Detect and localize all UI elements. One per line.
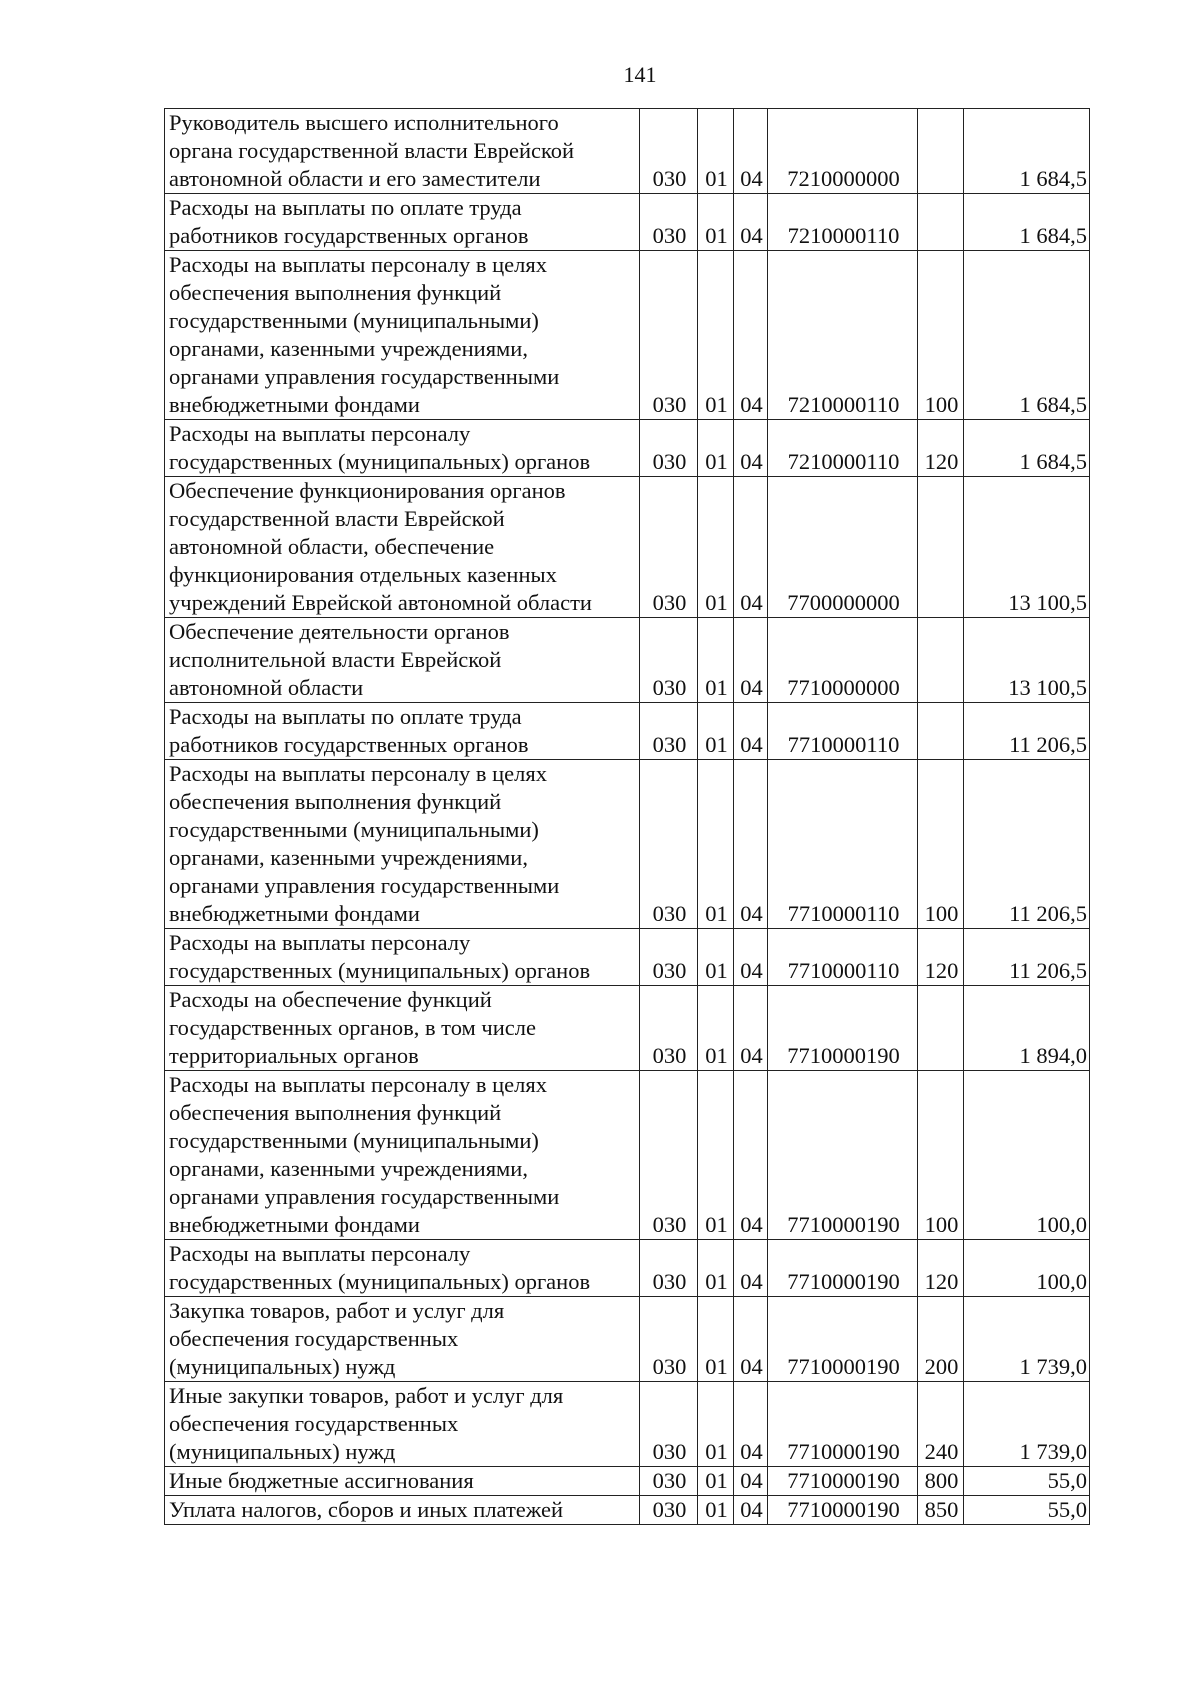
- ministry-code-cell: 030: [640, 1467, 698, 1496]
- amount-cell: 11 206,5: [964, 760, 1090, 929]
- expense-type-cell: 120: [918, 1240, 964, 1297]
- ministry-code-cell: 030: [640, 194, 698, 251]
- table-row: [165, 1496, 1090, 1525]
- row-name-text: Расходы на обеспечение функций государственных органов, в том числе территориальных органов: [169, 987, 536, 1068]
- amount-cell: 1 684,5: [964, 109, 1090, 194]
- amount-cell: 55,0: [964, 1467, 1090, 1496]
- row-name-cell: [165, 1496, 640, 1525]
- amount-cell: 1 739,0: [964, 1382, 1090, 1467]
- row-name-text: Иные бюджетные ассигнования: [169, 1468, 474, 1493]
- table-row: [165, 1382, 1090, 1467]
- expense-type-cell: [918, 618, 964, 703]
- expense-type-cell: 100: [918, 1071, 964, 1240]
- row-name-text: Расходы на выплаты персоналу государственных (муниципальных) органов: [169, 1241, 591, 1294]
- row-name-text: Уплата налогов, сборов и иных платежей: [169, 1497, 564, 1522]
- target-article-cell: 7710000110: [768, 929, 918, 986]
- row-name-cell: [165, 109, 640, 194]
- expense-type-cell: 200: [918, 1297, 964, 1382]
- amount-cell: 1 684,5: [964, 194, 1090, 251]
- budget-table: [164, 108, 1090, 1525]
- expense-type-cell: [918, 986, 964, 1071]
- expense-type-cell: [918, 477, 964, 618]
- subsection-code-cell: 04: [734, 618, 768, 703]
- row-name-text: Расходы на выплаты персоналу в целях обеспечения выполнения функций государственными (муниципальными) органами, казенными учреждениями, органами управления государственными внебюджетными фондами: [169, 252, 560, 417]
- row-name-cell: [165, 1467, 640, 1496]
- target-article-cell: 7210000110: [768, 194, 918, 251]
- amount-cell: 13 100,5: [964, 618, 1090, 703]
- expense-type-cell: 100: [918, 251, 964, 420]
- table-row: [165, 760, 1090, 929]
- target-article-cell: 7710000190: [768, 1382, 918, 1467]
- expense-type-cell: 120: [918, 929, 964, 986]
- table-row: [165, 703, 1090, 760]
- section-code-cell: 01: [698, 1071, 734, 1240]
- subsection-code-cell: 04: [734, 1382, 768, 1467]
- subsection-code-cell: 04: [734, 420, 768, 477]
- subsection-code-cell: 04: [734, 703, 768, 760]
- target-article-cell: 7710000190: [768, 1071, 918, 1240]
- section-code-cell: 01: [698, 194, 734, 251]
- section-code-cell: 01: [698, 1382, 734, 1467]
- ministry-code-cell: 030: [640, 703, 698, 760]
- ministry-code-cell: 030: [640, 1240, 698, 1297]
- ministry-code-cell: 030: [640, 1382, 698, 1467]
- row-name-text: Расходы на выплаты персоналу государственных (муниципальных) органов: [169, 930, 591, 983]
- subsection-code-cell: 04: [734, 1467, 768, 1496]
- table-row: [165, 618, 1090, 703]
- table-row: [165, 1297, 1090, 1382]
- row-name-text: Закупка товаров, работ и услуг для обеспечения государственных (муниципальных) нужд: [169, 1298, 505, 1379]
- amount-cell: 55,0: [964, 1496, 1090, 1525]
- ministry-code-cell: 030: [640, 420, 698, 477]
- subsection-code-cell: 04: [734, 1496, 768, 1525]
- table-row: [165, 1071, 1090, 1240]
- table-row: [165, 1240, 1090, 1297]
- target-article-cell: 7710000000: [768, 618, 918, 703]
- subsection-code-cell: 04: [734, 986, 768, 1071]
- row-name-text: Иные закупки товаров, работ и услуг для обеспечения государственных (муниципальных) нужд: [169, 1383, 564, 1464]
- expense-type-cell: 850: [918, 1496, 964, 1525]
- row-name-cell: [165, 1240, 640, 1297]
- row-name-cell: [165, 703, 640, 760]
- table-row: [165, 477, 1090, 618]
- row-name-text: Расходы на выплаты по оплате труда работников государственных органов: [169, 704, 529, 757]
- row-name-text: Расходы на выплаты персоналу в целях обеспечения выполнения функций государственными (муниципальными) органами, казенными учреждениями, органами управления государственными внебюджетными фондами: [169, 1072, 560, 1237]
- ministry-code-cell: 030: [640, 986, 698, 1071]
- expense-type-cell: [918, 703, 964, 760]
- subsection-code-cell: 04: [734, 929, 768, 986]
- target-article-cell: 7210000000: [768, 109, 918, 194]
- ministry-code-cell: 030: [640, 477, 698, 618]
- subsection-code-cell: 04: [734, 760, 768, 929]
- target-article-cell: 7710000190: [768, 1496, 918, 1525]
- row-name-cell: [165, 986, 640, 1071]
- ministry-code-cell: 030: [640, 109, 698, 194]
- table-row: [165, 194, 1090, 251]
- table-row: [165, 986, 1090, 1071]
- section-code-cell: 01: [698, 760, 734, 929]
- expense-type-cell: 120: [918, 420, 964, 477]
- table-row: [165, 251, 1090, 420]
- section-code-cell: 01: [698, 1297, 734, 1382]
- expense-type-cell: [918, 109, 964, 194]
- row-name-cell: [165, 929, 640, 986]
- section-code-cell: 01: [698, 618, 734, 703]
- target-article-cell: 7710000190: [768, 1297, 918, 1382]
- row-name-text: Обеспечение функционирования органов государственной власти Еврейской автономной области, обеспечение функционирования отдельных казенных учреждений Еврейской автономной области: [169, 478, 592, 615]
- amount-cell: 1 684,5: [964, 251, 1090, 420]
- section-code-cell: 01: [698, 1496, 734, 1525]
- table-row: [165, 929, 1090, 986]
- ministry-code-cell: 030: [640, 618, 698, 703]
- subsection-code-cell: 04: [734, 477, 768, 618]
- ministry-code-cell: 030: [640, 929, 698, 986]
- target-article-cell: 7710000190: [768, 986, 918, 1071]
- row-name-text: Расходы на выплаты по оплате труда работников государственных органов: [169, 195, 529, 248]
- amount-cell: 13 100,5: [964, 477, 1090, 618]
- subsection-code-cell: 04: [734, 251, 768, 420]
- target-article-cell: 7710000110: [768, 760, 918, 929]
- subsection-code-cell: 04: [734, 1071, 768, 1240]
- row-name-cell: [165, 194, 640, 251]
- section-code-cell: 01: [698, 420, 734, 477]
- amount-cell: 11 206,5: [964, 929, 1090, 986]
- table-row: [165, 420, 1090, 477]
- row-name-text: Расходы на выплаты персоналу в целях обеспечения выполнения функций государственными (муниципальными) органами, казенными учреждениями, органами управления государственными внебюджетными фондами: [169, 761, 560, 926]
- budget-table-body: [165, 109, 1090, 1525]
- target-article-cell: 7210000110: [768, 251, 918, 420]
- row-name-cell: [165, 760, 640, 929]
- table-row: [165, 109, 1090, 194]
- amount-cell: 1 739,0: [964, 1297, 1090, 1382]
- row-name-cell: [165, 618, 640, 703]
- row-name-cell: [165, 420, 640, 477]
- amount-cell: 11 206,5: [964, 703, 1090, 760]
- subsection-code-cell: 04: [734, 1240, 768, 1297]
- section-code-cell: 01: [698, 703, 734, 760]
- section-code-cell: 01: [698, 986, 734, 1071]
- section-code-cell: 01: [698, 929, 734, 986]
- expense-type-cell: [918, 194, 964, 251]
- row-name-cell: [165, 1382, 640, 1467]
- expense-type-cell: 800: [918, 1467, 964, 1496]
- ministry-code-cell: 030: [640, 760, 698, 929]
- subsection-code-cell: 04: [734, 194, 768, 251]
- row-name-cell: [165, 1071, 640, 1240]
- ministry-code-cell: 030: [640, 1297, 698, 1382]
- amount-cell: 1 894,0: [964, 986, 1090, 1071]
- target-article-cell: 7710000190: [768, 1240, 918, 1297]
- amount-cell: 1 684,5: [964, 420, 1090, 477]
- section-code-cell: 01: [698, 1240, 734, 1297]
- section-code-cell: 01: [698, 477, 734, 618]
- section-code-cell: 01: [698, 109, 734, 194]
- row-name-cell: [165, 251, 640, 420]
- row-name-text: Обеспечение деятельности органов исполнительной власти Еврейской автономной области: [169, 619, 510, 700]
- expense-type-cell: 240: [918, 1382, 964, 1467]
- section-code-cell: 01: [698, 251, 734, 420]
- amount-cell: 100,0: [964, 1071, 1090, 1240]
- subsection-code-cell: 04: [734, 109, 768, 194]
- section-code-cell: 01: [698, 1467, 734, 1496]
- table-row: [165, 1467, 1090, 1496]
- ministry-code-cell: 030: [640, 251, 698, 420]
- row-name-text: Руководитель высшего исполнительного органа государственной власти Еврейской автономной области и его заместители: [169, 110, 575, 191]
- expense-type-cell: 100: [918, 760, 964, 929]
- subsection-code-cell: 04: [734, 1297, 768, 1382]
- page-number: 141: [623, 62, 657, 87]
- target-article-cell: 7700000000: [768, 477, 918, 618]
- row-name-cell: [165, 1297, 640, 1382]
- amount-cell: 100,0: [964, 1240, 1090, 1297]
- row-name-text: Расходы на выплаты персоналу государственных (муниципальных) органов: [169, 421, 591, 474]
- ministry-code-cell: 030: [640, 1071, 698, 1240]
- target-article-cell: 7210000110: [768, 420, 918, 477]
- ministry-code-cell: 030: [640, 1496, 698, 1525]
- target-article-cell: 7710000190: [768, 1467, 918, 1496]
- target-article-cell: 7710000110: [768, 703, 918, 760]
- row-name-cell: [165, 477, 640, 618]
